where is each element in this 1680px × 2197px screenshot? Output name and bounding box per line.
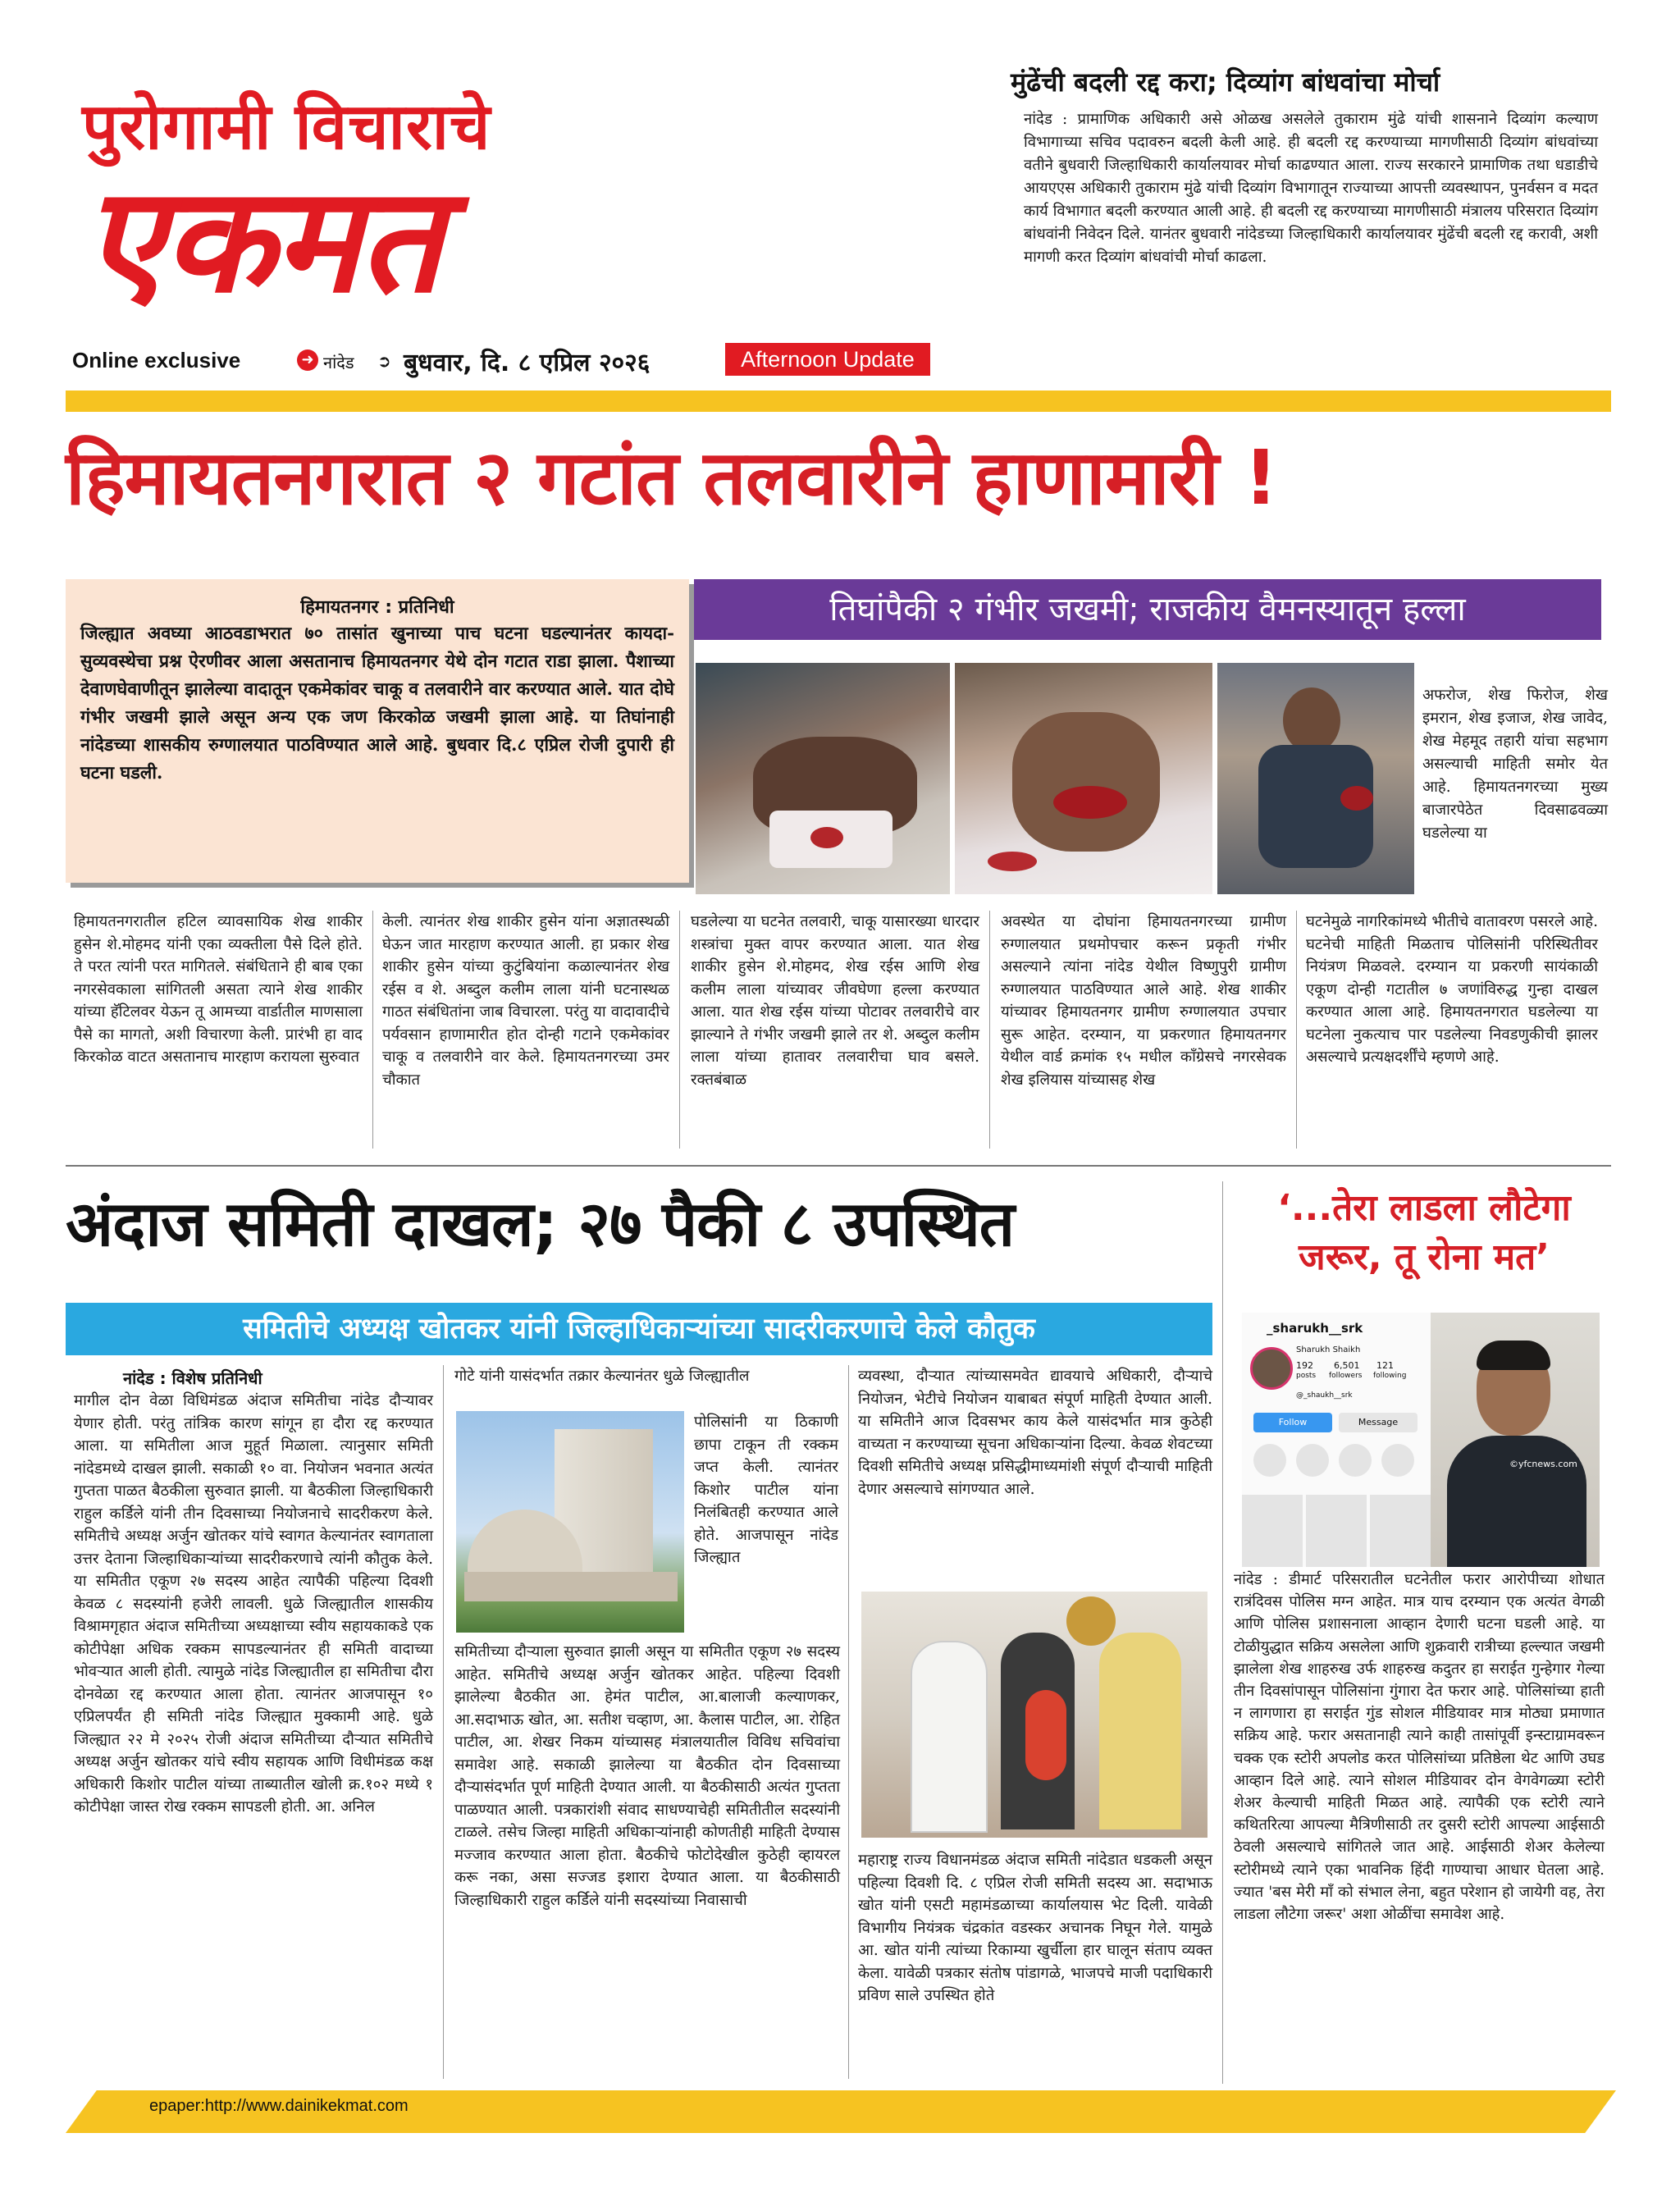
- instagram-screenshot: [1242, 1313, 1600, 1567]
- committee-column-3-bottom: महाराष्ट्र राज्य विधानमंडळ अंदाज समिती नांदेडात धडकली असून पहिल्या दिवशी दि. ८ एप्रिल रोजी समिती सदस्य आ. सदाभाऊ खोत यांनी एसटी महामंडळाच्या कार्यालयास भेट दिली. यावेळी विभागीय नियंत्रक चंद्रकांत वडस्कर अचानक निघून गेले. यामुळे आ. खोत यांनी त्यांच्या रिकाम्या खुर्चीला हार घालून संताप व्यक्त केला. यावेळी पत्रकार संतोष पांडागळे, भाजपचे माजी पदाधिकारी प्रविण साले उपस्थित होते: [858, 1852, 1212, 2004]
- injured-victim-photo-3: [1217, 663, 1414, 894]
- lead-column-2: केली. त्यानंतर शेख शाकीर हुसेन यांना अज्ञातस्थळी घेऊन जात मारहाण करण्यात आली. हा प्रकार शेख शाकीर हुसेन यांच्या कुटुंबियांना कळाल्यानंतर शेख रईस व शे. अब्दुल कलीम लाला यांनी घटनास्थळ गाठत संबंधितांना जाब विचारला. परंतु या वादावादीचे पर्यवसान हाणामारीत होत दोन्ही गटाने एकमेकांवर चाकू व तलवारीने वार केले. हिमायतनगरच्या उमर चौकात: [382, 913, 669, 1089]
- garland: [1025, 1690, 1066, 1780]
- quote-headline-line2: जरूर, तू रोना मत’: [1299, 1236, 1550, 1278]
- lead-intro: जिल्ह्यात अवघ्या आठवडाभरात ७० तासांत खुनाच्या पाच घटना घडल्यानंतर कायदा-सुव्यवस्थेचा प्रश्न ऐरणीवर आला असतानाच हिमायतनगर येथे दोन गटात राडा झाला. पैशाच्या देवाणघेवाणीतून झालेल्या वादातून एकमेकांवर चाकू व तलवारीने वार करण्यात आले. यात दोघे गंभीर जखमी झाले असून अन्य एक जण किरकोळ जखमी झाला आहे. या तिघांनाही नांदेडच्या शासकीय रुग्णालयात पाठविण्यात आले आहे. बुधवार दि.८ एप्रिल रोजी दुपारी ही घटना घडली.: [80, 623, 674, 783]
- section-rule: [66, 1165, 1611, 1167]
- column-divider: [443, 1365, 444, 2079]
- edition-arrow-icon: ➜: [297, 349, 318, 371]
- top-story-title: मुंढेंची बदली रद्द करा; दिव्यांग बांधवांचा मोर्चा: [1011, 66, 1440, 98]
- lead-column-3: घडलेल्या या घटनेत तलवारी, चाकू यासारख्या धारदार शस्त्रांचा मुक्त वापर करण्यात आला. यात शेख शाकीर हुसेन शे.मोहमद, शेख रईस आणि शेख कलीम लाला यांच्यावर जीवघेणा हल्ला करण्यात आला. यात शेख रईस यांच्या पोटावर तलवारीचे वार झाल्याने ते गंभीर जखमी झाले तर शे. अब्दुल कलीम लाला यांच्या हातावर तलवारीचा घाव बसले. रक्तबंबाळ: [691, 913, 979, 1089]
- vidhan-bhavan-photo: [456, 1411, 684, 1633]
- ig-followers-label: followers: [1329, 1372, 1363, 1380]
- ig-followers-count: 6,501: [1334, 1360, 1360, 1371]
- committee-column-2-bottom: समितीच्या दौऱ्याला सुरुवात झाली असून या समितीत एकूण २७ सदस्य आहेत. समितीचे अध्यक्ष अर्जुन खोतकर आहेत. पहिल्या दिवशी झालेल्या बैठकीत आ. हेमंत पाटील, आ.बालाजी कल्याणकर, आ.सदाभाऊ खोत, आ. सतीश चव्हाण, आ. कैलास पाटील, आ. रोहित पाटील, आ. शेखर निकम यांच्यासह मंत्रालयातील विविध सचिवांचा समावेश आहे. सकाळी झालेल्या या बैठकीत दोन दिवसाच्या दौऱ्यासंदर्भात पूर्ण माहिती देण्यात आली. या बैठकीसाठी अत्यंत गुप्तता पाळण्यात आली. पत्रकारांशी संवाद साधण्याचेही समितीतील सदस्यांनी टाळले. तसेच जिल्हा माहिती अधिकाऱ्यांनाही कोणतीही माहिती देण्यास मज्जाव करण्यात आला होता. बैठकीचे फोटोदेखील कुठेही व्हायरल करू नका, असा सज्जड इशारा देण्यात आला. या बैठकीसाठी जिल्हाधिकारी राहुल कर्डिले यांनी सदस्यांच्या निवासाची: [454, 1643, 840, 1909]
- blood-stain: [1053, 786, 1127, 819]
- suspect-portrait: [1431, 1313, 1600, 1567]
- person-head: [1283, 687, 1340, 753]
- epaper-link[interactable]: epaper:http://www.dainikekmat.com: [149, 2097, 409, 2115]
- blood-stain: [1340, 786, 1373, 811]
- lead-byline: हिमायतनगर : प्रतिनिधी: [300, 597, 454, 618]
- image-watermark: ©yfcnews.com: [1509, 1459, 1577, 1469]
- ig-subhandle: @_shaukh__srk: [1296, 1391, 1353, 1400]
- column-divider: [989, 911, 990, 1149]
- lead-column-1: हिमायतनगरातील हटिल व्यावसायिक शेख शाकीर हुसेन शे.मोहमद यांनी एका व्यक्तीला पैसे दिले होते. ते परत त्यांनी परत मागितले. संबंधिताने ही बाब एका नगरसेवकाला सांगितली असता त्याने शेख शाकीर यांच्या हॅटिलवर येऊन तू आमच्या वार्डातील माणसाला पैसे का मागतो, अशी विचारणा केली. प्रारंभी हा वाद किरकोळ वाटत असतानाच मारहाण करायला सुरुवात: [74, 913, 363, 1066]
- ig-follow-button[interactable]: Follow: [1253, 1413, 1332, 1432]
- ig-posts-label: posts: [1296, 1372, 1317, 1380]
- ig-story-highlight: [1296, 1444, 1329, 1477]
- lead-column-4: अवस्थेत या दोघांना हिमायतनगरच्या ग्रामीण रुग्णालयात प्रथमोपचार करून प्रकृती गंभीर असल्याने त्यांना नांदेड येथील विष्णुपुरी ग्रामीण रुग्णालयात पाठविण्यात आले आहे. शेख शाकीर यांच्यावर हिमायतनगर ग्रामीण रुग्णालयात उपचार सुरू आहेत. दरम्यान, या प्रकरणात हिमायतनगर येथील वार्ड क्रमांक १५ मधील कॉंग्रेसचे नगरसेवक शेख इलियास यांच्यासह शेख: [1001, 913, 1286, 1089]
- ig-post-thumbnail: [1306, 1495, 1367, 1567]
- committee-column-2-side: पोलिसांनी या ठिकाणी छापा टाकून ती रक्कम जप्त केली. त्यानंतर किशोर पाटील यांना निलंबितही करण्यात आले होते. आजपासून नांदेड जिल्ह्यात: [694, 1414, 838, 1566]
- injured-victim-photo-2: [955, 663, 1212, 894]
- suspect-hair: [1477, 1341, 1550, 1370]
- ig-message-button[interactable]: Message: [1339, 1413, 1418, 1432]
- ig-following-count: 121: [1376, 1360, 1394, 1371]
- blood-stain: [810, 827, 843, 848]
- column-divider: [1296, 911, 1297, 1149]
- quote-headline-line1: ‘...तेरा लाडला लौटेगा: [1277, 1187, 1571, 1229]
- update-badge: Afternoon Update: [725, 343, 930, 376]
- ig-story-highlight: [1381, 1444, 1414, 1477]
- yellow-rule-top: [66, 391, 1611, 412]
- committee-column-2-top: गोटे यांनी यासंदर्भात तक्रार केल्यानंतर धुळे जिल्ह्यातील: [454, 1368, 750, 1385]
- lead-column-5: घटनेमुळे नागरिकांमध्ये भीतीचे वातावरण पसरले आहे. घटनेची माहिती मिळताच पोलिसांनी परिस्थितीवर नियंत्रण मिळवले. दरम्यान या प्रकरणी सायंकाळी एकूण दोन्ही गटातील ७ जणांविरुद्ध गुन्हा दाखल करण्यात आला आहे. हिमायतनगरात घडलेल्या या घटनेला नुकत्याच पार पडलेल्या निवडणुकीची झालर असल्याचे प्रत्यक्षदर्शींचे म्हणणे आहे.: [1306, 913, 1598, 1066]
- emblem: [1066, 1596, 1116, 1646]
- column-divider: [679, 911, 680, 1149]
- suspect-vest: [1447, 1436, 1586, 1567]
- victim-torso: [1012, 712, 1160, 852]
- person-figure: [911, 1641, 988, 1833]
- ig-post-thumbnail: [1242, 1495, 1303, 1567]
- ig-story-highlight: [1253, 1444, 1286, 1477]
- masthead-tagline: पुरोगामी विचाराचे: [82, 90, 491, 164]
- column-divider: [1222, 1181, 1223, 2084]
- person-figure: [1099, 1633, 1181, 1829]
- building-base: [464, 1572, 678, 1601]
- ig-posts-count: 192: [1296, 1360, 1313, 1371]
- lead-subhead: तिघांपैकी २ गंभीर जखमी; राजकीय वैमनस्यातून हल्ला: [694, 579, 1601, 640]
- lead-intro-box: [66, 579, 689, 883]
- ig-panel: [1242, 1313, 1431, 1567]
- column-divider: [848, 1365, 849, 2079]
- ig-following-label: following: [1373, 1372, 1407, 1380]
- ig-name: Sharukh Shaikh: [1296, 1345, 1361, 1354]
- blood-stain: [988, 852, 1037, 871]
- online-exclusive-label: Online exclusive: [72, 348, 241, 372]
- injured-victim-photo-1: [696, 663, 950, 894]
- quote-story-body: नांदेड : डीमार्ट परिसरातील घटनेतील फरार आरोपीच्या शोधात रात्रंदिवस पोलिस मग्न आहेत. मात्र याच दरम्यान एक अत्यंत वेगळी आणि पोलिस प्रशासनाला आव्हान देणारी घटना घडली आहे. या टोळीयुद्धात सक्रिय असलेला आणि शुक्रवारी रात्रीच्या हल्ल्यात जखमी झालेला शेख शाहरुख उर्फ शाहरुख कदुतर हा सराईत गुन्हेगार गेल्या तीन दिवसांपासून पोलिसांना गुंगारा देत फरार आहे. पोलिसांच्या हाती न लागणारा हा सराईत गुंड सोशल मीडियावर मात्र मोठ्या प्रमाणात सक्रिय आहे. फरार असतानाही त्याने काही तासांपूर्वी इन्स्टाग्रामवरून चक्क एक स्टोरी अपलोड करत पोलिसांच्या प्रतिष्ठेला थेट आणि उघड आव्हान दिले आहे. त्याने सोशल मीडियावर दोन वेगवेगळ्या स्टोरी शेअर केल्याची माहिती मिळत आहे. त्यापैकी एक स्टोरी त्याने कथितरित्या आपल्या मैत्रिणीसाठी तर दुसरी स्टोरी आपल्या आईसाठी ठेवली असल्याचे सांगितले जात आहे. आईसाठी शेअर केलेल्या स्टोरीमध्ये त्याने एका भावनिक हिंदी गाण्याचा आधार घेतला आहे. ज्यात 'बस मेरी माँ को संभाल लेना, बहुत परेशान हो जायेगी वह, तेरा लाडला लौटेगा जरूर' अशा ओळींचा समावेश आहे.: [1234, 1571, 1605, 1924]
- committee-subhead: समितीचे अध्यक्ष खोतकर यांनी जिल्हाधिकाऱ्यांच्या सादरीकरणाचे केले कौतुक: [66, 1303, 1212, 1355]
- top-story-body: नांदेड : प्रामाणिक अधिकारी असे ओळख असलेले तुकाराम मुंढे यांची शासनाने दिव्यांग कल्याण विभागाच्या सचिव पदावरुन बदली केली आहे. ही बदली रद्द करण्याच्या मागणीसाठी दिव्यांग बांधवांच्या वतीने बुधवारी जिल्हाधिकारी कार्यालयावर मोर्चा काढण्यात आला. राज्य सरकारने प्रामाणिक तथा धडाडीचे आयएएस अधिकारी तुकाराम मुंढे यांची दिव्यांग विभागातून राज्याच्या आपत्ती व्यवस्थापन, पुनर्वसन व मदत कार्य विभागात बदली करण्यात आली आहे. ही बदली रद्द करण्याच्या मागणीसाठी मंत्रालय परिसरात दिव्यांग बांधवांनी निवेदन दिले. यानंतर बुधवारी नांदेडच्या जिल्हाधिकारी कार्यालयावर मुंढेंची बदली रद्द करावी, अशी मागणी करत दिव्यांग बांधवांची मोर्चा काढला.: [1024, 111, 1598, 266]
- committee-column-3-top: व्यवस्था, दौऱ्यात त्यांच्यासमवेत द्यावयाचे अधिकारी, दौऱ्याचे नियोजन, भेटीचे नियोजन याबाबत संपूर्ण माहिती देण्यात आली. या समितीने आज दिवसभर काय केले यासंदर्भात मात्र कुठेही वाच्यता न करण्याच्या सूचना अधिकाऱ्यांना दिल्या. केवळ शेवटच्या दिवशी समितीचे अध्यक्ष प्रसिद्धीमाध्यमांशी संपूर्ण दौऱ्याची माहिती देणार असल्याचे सांगण्यात आले.: [858, 1368, 1212, 1498]
- issue-date: बुधवार, दि. ८ एप्रिल २०२६: [404, 349, 651, 377]
- committee-byline: नांदेड : विशेष प्रतिनिधी: [123, 1368, 262, 1388]
- ig-avatar: [1250, 1347, 1293, 1390]
- committee-meeting-photo: [861, 1592, 1208, 1838]
- ig-handle: _sharukh__srk: [1267, 1321, 1363, 1336]
- lead-side-text: अफरोज, शेख फिरोज, शेख इमरान, शेख इजाज, शेख जावेद, शेख मेहमूद तहारी यांचा सहभाग असल्याची माहिती समोर येत आहे. हिमायतनगरच्या मुख्य बाजारपेठेत दिवसाढवळ्या घडलेल्या या: [1422, 687, 1608, 842]
- ig-post-thumbnail: [1370, 1495, 1431, 1567]
- column-divider: [372, 911, 373, 1149]
- edition-separator-icon: ➲: [377, 351, 391, 371]
- ig-story-highlight: [1339, 1444, 1372, 1477]
- edition-label: नांदेड: [323, 353, 354, 372]
- lead-headline: हिमायतनगरात २ गटांत तलवारीने हाणामारी !: [66, 434, 1278, 522]
- committee-column-1: मागील दोन वेळा विधिमंडळ अंदाज समितीचा नांदेड दौऱ्यावर येणार होती. परंतु तांत्रिक कारण सांगून हा दौरा रद्द करण्यात आला. या समितीला आज मुहूर्त मिळाला. त्यानुसार समिती नांदेडमध्ये दाखल झाली. सकाळी १० वा. नियोजन भवनात अत्यंत गुप्तता पाळत बैठकीला सुरुवात झाली. या बैठकीला जिल्हाधिकारी राहुल कर्डिले यांनी तीन दिवसाच्या नियोजनाचे सादरीकरण केले. समितीचे अध्यक्ष अर्जुन खोतकर यांचे स्वागत केल्यानंतर स्वागताला उत्तर देताना जिल्हाधिकाऱ्यांच्या सादरीकरणाचे त्यांनी कौतुक केले. या समितीत एकूण २७ सदस्य आहेत त्यापैकी पहिल्या दिवशी केवळ ८ सदस्यांनी हजेरी लावली. धुळे जिल्ह्यातील शासकीय विश्रामगृहात अंदाज समितीच्या अध्यक्षाच्या स्वीय सहायकाकडे एक कोटीपेक्षा अधिक रक्कम सापडल्यानंतर ही समिती वादाच्या भोवऱ्यात आली होती. त्यामुळे नांदेड जिल्ह्यातील हा समितीचा दौरा दोनवेळा रद्द करण्यात आला होता. त्यानंतर आजपासून १० एप्रिलपर्यंत ही समिती नांदेड जिल्ह्यात मुक्कामी आहे. धुळे जिल्ह्यात २२ मे २०२५ रोजी अंदाज समितीच्या दौऱ्यात समितीचे अध्यक्ष अर्जुन खोतकर यांचे स्वीय सहायक आणि विधीमंडळ कक्ष अधिकारी किशोर पाटील यांच्या ताब्यातील खोली क्र.१०२ मध्ये १ कोटीपेक्षा जास्त रोख रक्कम सापडली होती. आ. अनिल: [74, 1392, 433, 1816]
- masthead-logo: एकमत: [84, 155, 441, 325]
- committee-headline: अंदाज समिती दाखल; २७ पैकी ८ उपस्थित: [66, 1187, 1015, 1260]
